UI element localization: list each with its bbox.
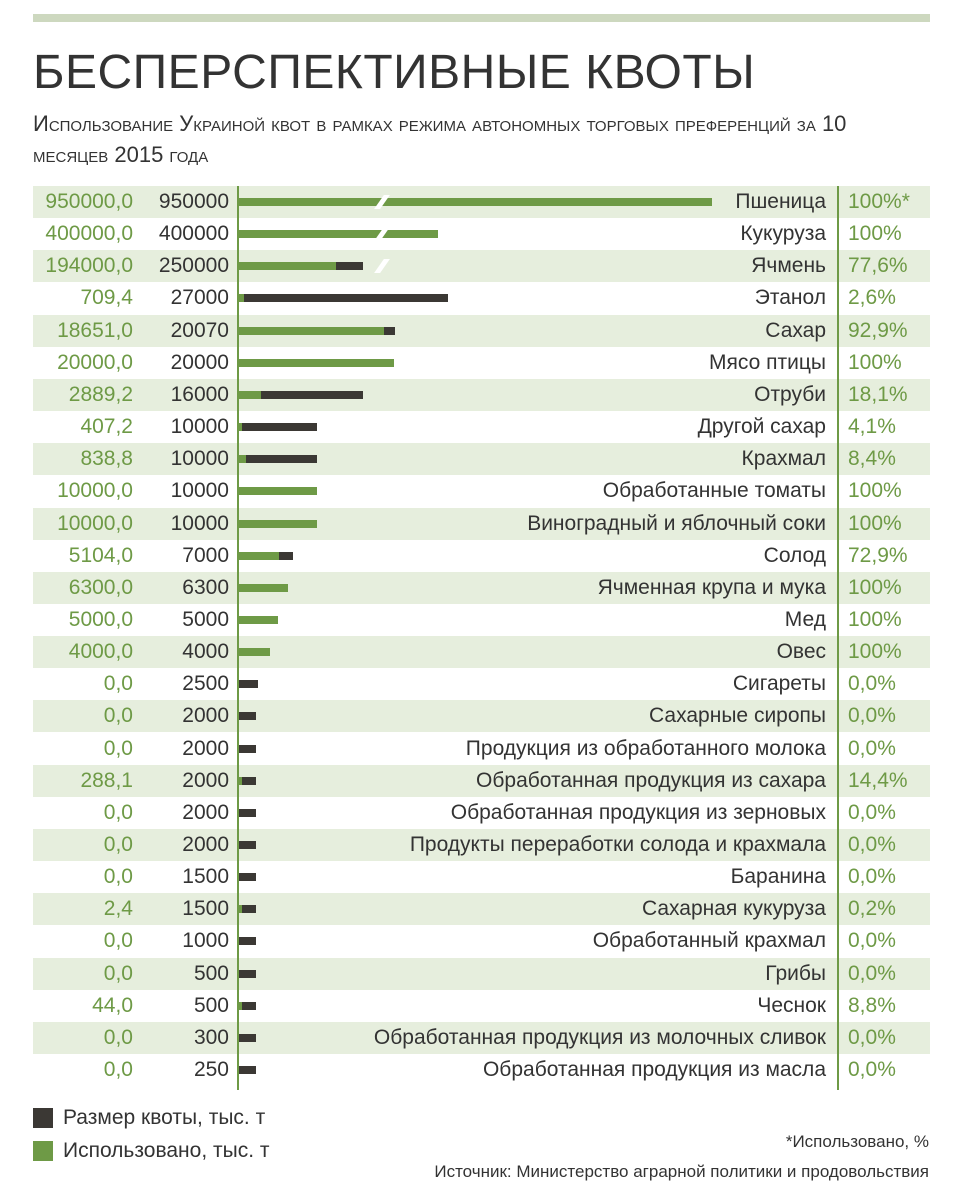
usage-percent: 8,8% [848,993,896,1017]
used-value: 407,2 [80,415,133,439]
used-bar [239,198,712,206]
page-title: БЕСПЕРСПЕКТИВНЫЕ КВОТЫ [33,46,756,99]
quota-value: 1500 [182,897,229,921]
category-label: Продукты переработки солода и крахмала [409,833,826,856]
quota-value: 20070 [170,318,229,342]
used-value: 0,0 [103,672,133,696]
used-value: 20000,0 [57,350,133,374]
category-label: Крахмал [741,447,826,471]
quota-bar [239,841,256,849]
usage-percent: 4,1% [848,415,896,439]
quota-value: 2500 [182,672,229,696]
used-bar [239,905,242,913]
category-label: Грибы [765,961,826,985]
quota-value: 250000 [158,254,229,278]
used-value: 194000,0 [45,254,133,278]
table-row [33,508,930,540]
source-note: Источник: Министерство аграрной политики и продовольствия [434,1162,929,1181]
used-value: 5000,0 [68,607,133,631]
table-row [33,958,930,990]
table-row [33,186,930,218]
used-bar [239,455,246,463]
quota-bar [239,970,256,978]
quota-value: 27000 [170,286,229,310]
used-value: 0,0 [103,1025,133,1049]
quota-bar-chart [0,186,953,1090]
usage-percent: 0,0% [848,704,896,728]
usage-percent: 0,0% [848,833,896,856]
used-bar [239,584,288,592]
quota-bar [239,809,256,817]
usage-percent: 0,0% [848,1025,896,1049]
used-value: 10000,0 [57,511,133,535]
table-row [33,218,930,250]
used-value: 709,4 [80,286,133,310]
used-value: 950000,0 [45,190,133,213]
usage-percent: 0,0% [848,736,896,760]
usage-percent: 100%* [848,190,910,213]
table-row [33,604,930,636]
category-label: Сахарная кукуруза [641,897,826,921]
quota-value: 300 [193,1025,229,1049]
usage-percent: 18,1% [848,382,908,406]
used-value: 4000,0 [68,640,133,664]
used-value: 2,4 [103,897,133,921]
quota-value: 10000 [170,511,229,535]
quota-bar [239,873,256,881]
quota-bar [239,423,317,431]
used-bar [239,391,261,399]
quota-value: 2000 [182,833,229,856]
usage-percent: 8,4% [848,447,896,471]
table-row [33,700,930,732]
used-value: 0,0 [103,833,133,856]
table-row [33,765,930,797]
quota-bar [239,294,448,302]
quota-value: 10000 [170,447,229,471]
category-label: Ячмень [751,254,826,278]
quota-value: 1500 [182,865,229,889]
category-label: Обработанный крахмал [592,929,826,953]
used-value: 0,0 [103,961,133,985]
usage-percent: 77,6% [848,254,908,278]
usage-percent: 72,9% [848,543,908,567]
percent-column-divider [837,186,839,1090]
used-value: 0,0 [103,736,133,760]
legend-quota-swatch [33,1108,53,1128]
table-row [33,572,930,604]
quota-bar [239,455,317,463]
quota-value: 6300 [182,575,229,599]
table-row [33,1022,930,1054]
category-label: Обработанная продукция из зерновых [450,800,826,824]
quota-bar [239,712,256,720]
axis-break-marker [374,259,390,273]
usage-percent: 2,6% [848,286,896,310]
usage-percent: 0,0% [848,800,896,824]
table-row [33,797,930,829]
used-value: 838,8 [80,447,133,471]
used-bar [239,359,394,367]
used-value: 288,1 [80,768,133,792]
table-row [33,636,930,668]
category-label: Пшеница [735,190,826,213]
usage-percent: 100% [848,640,902,664]
legend-used-swatch [33,1141,53,1161]
table-row [33,668,930,700]
quota-bar [239,680,258,688]
category-label: Другой сахар [697,415,826,439]
quota-value: 5000 [182,607,229,631]
table-row [33,861,930,893]
quota-value: 2000 [182,800,229,824]
table-row [33,250,930,282]
used-value: 0,0 [103,800,133,824]
category-label: Солод [763,543,826,567]
quota-value: 4000 [182,640,229,664]
category-label: Продукция из обработанного молока [465,736,826,760]
quota-value: 2000 [182,736,229,760]
quota-value: 500 [193,993,229,1017]
table-row [33,990,930,1022]
table-row [33,379,930,411]
used-bar [239,552,279,560]
usage-percent: 0,0% [848,1058,896,1082]
chart-subtitle: Использование Украиной квот в рамках режима автономных торговых преференций за 10 месяцев 2015 года [33,111,847,167]
used-bar [239,1002,242,1010]
used-bar [239,230,438,238]
used-value: 0,0 [103,704,133,728]
used-value: 5104,0 [68,543,133,567]
quota-value: 7000 [182,543,229,567]
quota-bar [239,1066,256,1074]
used-bar [239,487,317,495]
category-label: Отруби [754,382,826,406]
category-label: Обработанные томаты [602,479,826,503]
table-row [33,315,930,347]
used-value: 2889,2 [68,382,133,406]
quota-value: 10000 [170,415,229,439]
used-bar [239,520,317,528]
category-label: Кукуруза [740,222,826,246]
chart-baseline-axis [237,186,239,1090]
table-row [33,443,930,475]
used-value: 400000,0 [45,222,133,246]
category-label: Этанол [754,286,826,310]
quota-bar [239,1034,256,1042]
quota-value: 2000 [182,768,229,792]
quota-value: 16000 [170,382,229,406]
used-value: 10000,0 [57,479,133,503]
table-row [33,893,930,925]
category-label: Сахар [765,318,826,342]
quota-bar [239,937,256,945]
category-label: Чеснок [757,993,826,1017]
used-bar [239,777,242,785]
usage-percent: 100% [848,607,902,631]
category-label: Сигареты [732,672,826,696]
table-row [33,1054,930,1086]
usage-percent: 100% [848,350,902,374]
category-label: Мед [784,607,826,631]
quota-value: 950000 [158,190,229,213]
legend-used-label: Использовано, тыс. т [63,1139,270,1162]
used-value: 0,0 [103,929,133,953]
table-row [33,829,930,861]
quota-value: 400000 [158,222,229,246]
category-label: Мясо птицы [709,350,826,374]
usage-percent: 14,4% [848,768,908,792]
table-row [33,347,930,379]
category-label: Овес [776,640,826,664]
usage-percent: 0,0% [848,961,896,985]
used-value: 6300,0 [68,575,133,599]
used-value: 0,0 [103,865,133,889]
table-row [33,411,930,443]
category-label: Сахарные сиропы [649,704,826,728]
usage-percent: 100% [848,479,902,503]
used-value: 0,0 [103,1058,133,1082]
category-label: Виноградный и яблочный соки [527,511,826,535]
used-bar [239,294,244,302]
quota-value: 20000 [170,350,229,374]
table-row [33,925,930,957]
used-bar [239,616,278,624]
usage-percent: 0,0% [848,865,896,889]
used-value: 18651,0 [57,318,133,342]
used-bar [239,648,270,656]
category-label: Ячменная крупа и мука [597,575,826,599]
category-label: Баранина [730,865,826,889]
quota-value: 10000 [170,479,229,503]
used-value: 44,0 [92,993,133,1017]
used-bar [239,327,384,335]
usage-percent: 100% [848,575,902,599]
category-label: Обработанная продукция из масла [482,1058,826,1082]
used-bar [239,262,336,270]
quota-value: 500 [193,961,229,985]
quota-value: 2000 [182,704,229,728]
quota-value: 250 [193,1058,229,1082]
usage-percent: 100% [848,222,902,246]
category-label: Обработанная продукция из сахара [476,768,826,792]
usage-percent: 92,9% [848,318,908,342]
usage-percent: 100% [848,511,902,535]
table-row [33,475,930,507]
legend-quota-label: Размер квоты, тыс. т [63,1106,266,1129]
usage-percent: 0,0% [848,929,896,953]
table-row [33,282,930,314]
category-label: Обработанная продукция из молочных сливок [373,1025,826,1049]
table-row [33,540,930,572]
usage-percent: 0,0% [848,672,896,696]
used-bar [239,423,242,431]
usage-percent: 0,2% [848,897,896,921]
quota-value: 1000 [182,929,229,953]
table-row [33,733,930,765]
percent-footnote: *Использовано, % [785,1132,929,1151]
quota-bar [239,745,256,753]
top-accent-rule [33,14,930,22]
